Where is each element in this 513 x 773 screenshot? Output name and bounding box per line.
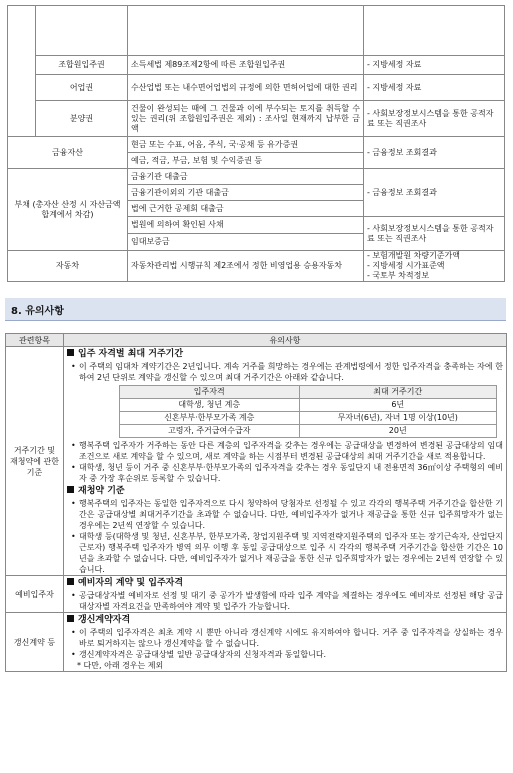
category-content	[64, 576, 507, 613]
car-evidence-item: - 국토부 차적정보	[367, 271, 430, 280]
debt-row: 금융기관 대출금	[128, 169, 364, 185]
row-label: 조합원입주권	[36, 56, 128, 75]
bullet-item: • 행복주택의 입주자는 동일한 입주자격으로 다시 청약하여 당첨자로 선정될 수 있고 각각의 행복주택 거주기간을 합산한 기간은 공급대상별 최대거주기간을 초과할 수 없습니다. 다만, 예비입주자가 없거나 재공급을 통한 신규 입주희망자가 없는 경우에는 2년씩 연장할 수 있습니다.	[79, 498, 503, 531]
row-evidence: - 지방세정 자료	[364, 75, 505, 101]
inner-cell: 6년	[299, 399, 496, 412]
bullet-item: • 이 주택의 입주자격은 최초 계약 시 뿐만 아니라 갱신계약 시에도 유지하여야 합니다. 거주 중 입주자격을 상실하는 경우 바로 퇴거하지는 않으나 갱신계약을 할 수 없습니다.	[79, 627, 503, 649]
car-group-label: 자동차	[8, 251, 128, 282]
bullet-list	[67, 440, 503, 484]
bullet-item: • 갱신계약자격은 공급대상별 일반 공급대상자의 신청자격과 동일합니다.	[79, 649, 503, 660]
column-header: 관련항목	[6, 334, 64, 347]
inner-cell: 무자녀(6년), 자녀 1명 이상(10년)	[299, 412, 496, 425]
notes-table	[5, 333, 507, 672]
square-bullet-icon	[67, 349, 74, 356]
debt-evidence: - 사회보장정보시스템을 통한 공적자료 또는 직권조사	[364, 217, 505, 251]
finance-row: 예금, 적금, 부금, 보험 및 수익증권 등	[128, 153, 364, 169]
finance-group-label: 금융자산	[8, 137, 128, 169]
column-header: 유의사항	[64, 334, 507, 347]
row-evidence: - 사회보장정보시스템을 통한 공적자료 또는 직권조사	[364, 101, 505, 137]
row-label	[36, 6, 128, 56]
category-label: 거주기간 및 재청약에 관한 기준	[6, 347, 64, 576]
row-label: 분양권	[36, 101, 128, 137]
row-description	[128, 6, 364, 56]
debt-row: 금융기관이외의 기관 대출금	[128, 185, 364, 201]
bullet-item: • 행복주택 입주자가 거주하는 동안 다른 계층의 입주자격을 갖추는 경우에는 공급대상을 변경하여 변경된 공급대상의 임대조건으로 새로 계약을 할 수 있으며, 새로 계약을 하는 시점부터 변경된 공급대상의 최대 거주기간을 새로 적용합니다.	[79, 440, 503, 462]
car-evidence	[364, 251, 505, 282]
row-evidence	[364, 6, 505, 56]
debt-row: 법에 근거한 공제회 대출금	[128, 201, 364, 217]
debt-evidence: - 금융정보 조회결과	[364, 169, 505, 217]
max-period-table	[119, 385, 497, 438]
asset-criteria-table	[7, 5, 505, 282]
bullet-item: • 이 주택의 임대차 계약기간은 2년입니다. 계속 거주를 희망하는 경우에는 관계법령에서 정한 입주자격을 충족하는 자에 한하여 2년 단위로 계약을 갱신할 수 있으며 최대 거주기간은 아래와 같습니다.	[79, 361, 503, 383]
inner-cell: 고령자, 주거급여수급자	[120, 425, 300, 438]
car-description: 자동차관리법 시행규칙 제2조에서 정한 비영업용 승용자동차	[128, 251, 364, 282]
subheading: 예비자의 계약 및 입주자격	[67, 578, 503, 589]
subheading: 입주 자격별 최대 거주기간	[67, 349, 503, 360]
category-label: 갱신계약 등	[6, 613, 64, 672]
debt-row: 법원에 의하여 확인된 사채	[128, 217, 364, 234]
row-description: 건물이 완성되는 때에 그 건물과 이에 부수되는 토지를 취득할 수 있는 권리(위 조합원입주권은 제외) : 조사일 현재까지 납부한 금액	[128, 101, 364, 137]
bullet-list	[67, 361, 503, 383]
section-title: 8. 유의사항	[11, 306, 64, 317]
car-evidence-item: - 지방세정 시가표준액	[367, 261, 445, 270]
inner-cell: 20년	[299, 425, 496, 438]
bullet-list	[67, 627, 503, 660]
square-bullet-icon	[67, 486, 74, 493]
finance-evidence: - 금융정보 조회결과	[364, 137, 505, 169]
inner-header: 입주자격	[120, 386, 300, 399]
category-content	[64, 347, 507, 576]
bullet-item: • 대학생 등(대학생 및 청년, 신혼부부, 한부모가족, 창업지원주택 및 지역전략지원주택의 입주자 또는 장기근속자, 산업단지 근로자) 행복주택 입주자가 병역 의무 이행 후 동일 공급대상으로 입주 시 각각의 행복주택 거주기간을 합산한 기간은 10년을 초과할 수 없습니다. 다만, 예비입주자가 없거나 재공급을 통한 신규 입주희망자가 없는 경우에는 2년씩 연장할 수 있습니다.	[79, 531, 503, 575]
square-bullet-icon	[67, 615, 74, 622]
inner-header: 최대 거주기간	[299, 386, 496, 399]
group-cell-blank	[8, 6, 36, 137]
row-label: 어업권	[36, 75, 128, 101]
car-evidence-item: - 보험개발원 차량기준가액	[367, 251, 460, 260]
footnote: * 다만, 아래 경우는 제외	[77, 661, 164, 670]
section-header	[5, 298, 506, 321]
row-description: 소득세법 제89조제2항에 따른 조합원입주권	[128, 56, 364, 75]
bullet-item: • 공급대상자별 예비자로 선정 및 대기 중 공가가 발생함에 따라 입주 계약을 체결하는 경우에도 예비자로 선정된 해당 공급 대상자별 자격요건을 만족하여야 계약 및 입주가 가능합니다.	[79, 590, 503, 612]
subheading: 재청약 기준	[67, 486, 503, 497]
category-content	[64, 613, 507, 672]
square-bullet-icon	[67, 578, 74, 585]
finance-row: 현금 또는 수표, 어음, 주식, 국·공채 등 유가증권	[128, 137, 364, 153]
debt-row: 임대보증금	[128, 234, 364, 251]
bullet-item: • 대학생, 청년 등이 거주 중 신혼부부·한부모가족의 입주자격을 갖추는 경우 동일단지 내 전용면적 36㎡이상 주택형의 예비자 중 가장 후순위로 등록할 수 있습니다.	[79, 462, 503, 484]
category-label: 예비입주자	[6, 576, 64, 613]
row-description: 수산업법 또는 내수면어업법의 규정에 의한 면허어업에 대한 권리	[128, 75, 364, 101]
row-evidence: - 지방세정 자료	[364, 56, 505, 75]
inner-cell: 신혼부부·한부모가족 계층	[120, 412, 300, 425]
debt-group-label: 부채 (총자산 산정 시 자산금액 합계에서 차감)	[8, 169, 128, 251]
subheading: 갱신계약자격	[67, 615, 503, 626]
bullet-list	[67, 498, 503, 575]
bullet-list	[67, 590, 503, 612]
inner-cell: 대학생, 청년 계층	[120, 399, 300, 412]
